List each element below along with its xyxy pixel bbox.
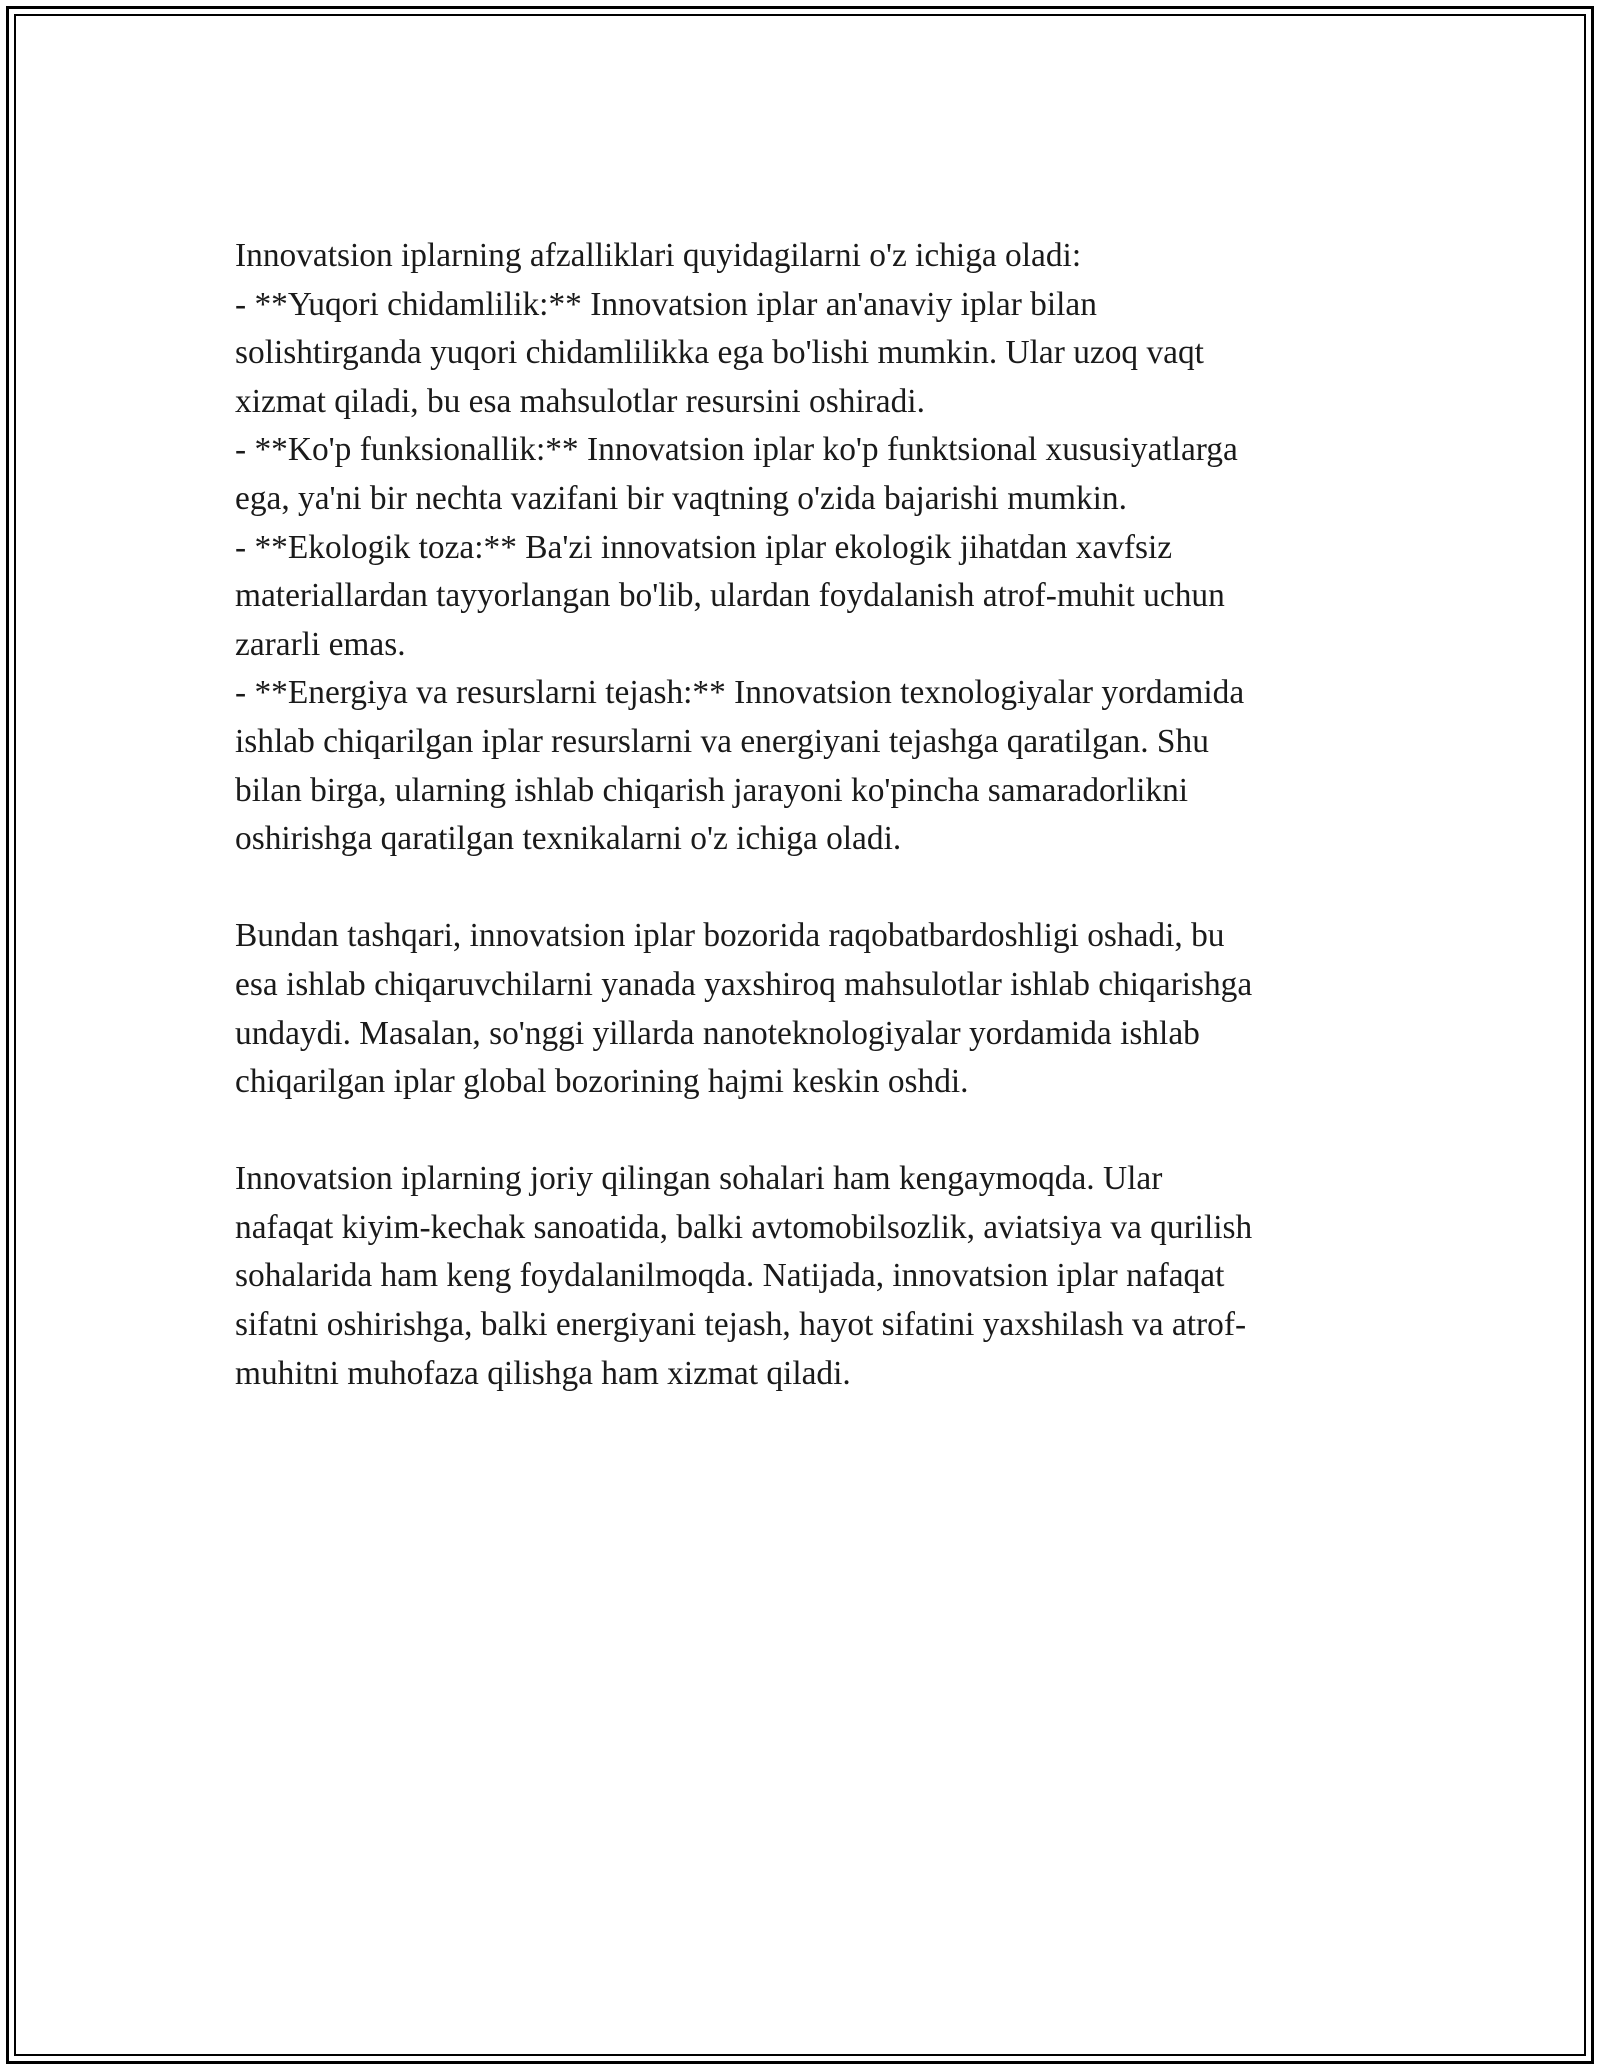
text-line: Bundan tashqari, innovatsion iplar bozorida raqobatbardoshligi oshadi, bu bbox=[235, 917, 1225, 955]
text-line: - **Energiya va resurslarni tejash:** Innovatsion texnologiyalar yordamida bbox=[235, 674, 1245, 712]
text-line: solishtirganda yuqori chidamlilikka ega bo'lishi mumkin. Ular uzoq vaqt bbox=[235, 334, 1204, 372]
paragraph-spacer bbox=[235, 864, 1370, 913]
text-line: undaydi. Masalan, so'nggi yillarda nanoteknologiyalar yordamida ishlab bbox=[235, 1014, 1200, 1052]
paragraph-spacer bbox=[235, 1107, 1370, 1156]
text-line: materiallardan tayyorlangan bo'lib, ulardan foydalanish atrof-muhit uchun bbox=[235, 577, 1225, 615]
text-line: muhitni muhofaza qilishga ham xizmat qiladi. bbox=[235, 1354, 851, 1392]
text-line: - **Ekologik toza:** Ba'zi innovatsion iplar ekologik jihatdan xavfsiz bbox=[235, 528, 1173, 566]
paragraph-applications bbox=[235, 1155, 1370, 1398]
text-line: Innovatsion iplarning joriy qilingan sohalari ham kengaymoqda. Ular bbox=[235, 1160, 1163, 1198]
text-line: - **Yuqori chidamlilik:** Innovatsion iplar an'anaviy iplar bilan bbox=[235, 285, 1097, 323]
text-line: ishlab chiqarilgan iplar resurslarni va energiyani tejashga qaratilgan. Shu bbox=[235, 722, 1209, 760]
text-line: oshirishga qaratilgan texnikalarni o'z ichiga oladi. bbox=[235, 820, 902, 858]
text-line: xizmat qiladi, bu esa mahsulotlar resursini oshiradi. bbox=[235, 382, 925, 420]
text-line: esa ishlab chiqaruvchilarni yanada yaxshiroq mahsulotlar ishlab chiqarishga bbox=[235, 965, 1253, 1003]
paragraph-advantages bbox=[235, 232, 1370, 864]
text-line: - **Ko'p funksionallik:** Innovatsion iplar ko'p funktsional xususiyatlarga bbox=[235, 431, 1238, 469]
text-line: ega, ya'ni bir nechta vazifani bir vaqtning o'zida bajarishi mumkin. bbox=[235, 479, 1127, 517]
paragraph-market bbox=[235, 912, 1370, 1106]
text-line: chiqarilgan iplar global bozorining hajmi keskin oshdi. bbox=[235, 1063, 969, 1101]
text-line: zararli emas. bbox=[235, 625, 406, 663]
text-line: sifatni oshirishga, balki energiyani tejash, hayot sifatini yaxshilash va atrof- bbox=[235, 1306, 1247, 1344]
text-line: nafaqat kiyim-kechak sanoatida, balki avtomobilsozlik, aviatsiya va qurilish bbox=[235, 1208, 1253, 1246]
text-line: bilan birga, ularning ishlab chiqarish jarayoni ko'pincha samaradorlikni bbox=[235, 771, 1189, 809]
text-line: sohalarida ham keng foydalanilmoqda. Natijada, innovatsion iplar nafaqat bbox=[235, 1257, 1225, 1295]
text-line: Innovatsion iplarning afzalliklari quyidagilarni o'z ichiga oladi: bbox=[235, 237, 1082, 274]
document-body bbox=[235, 232, 1370, 1398]
